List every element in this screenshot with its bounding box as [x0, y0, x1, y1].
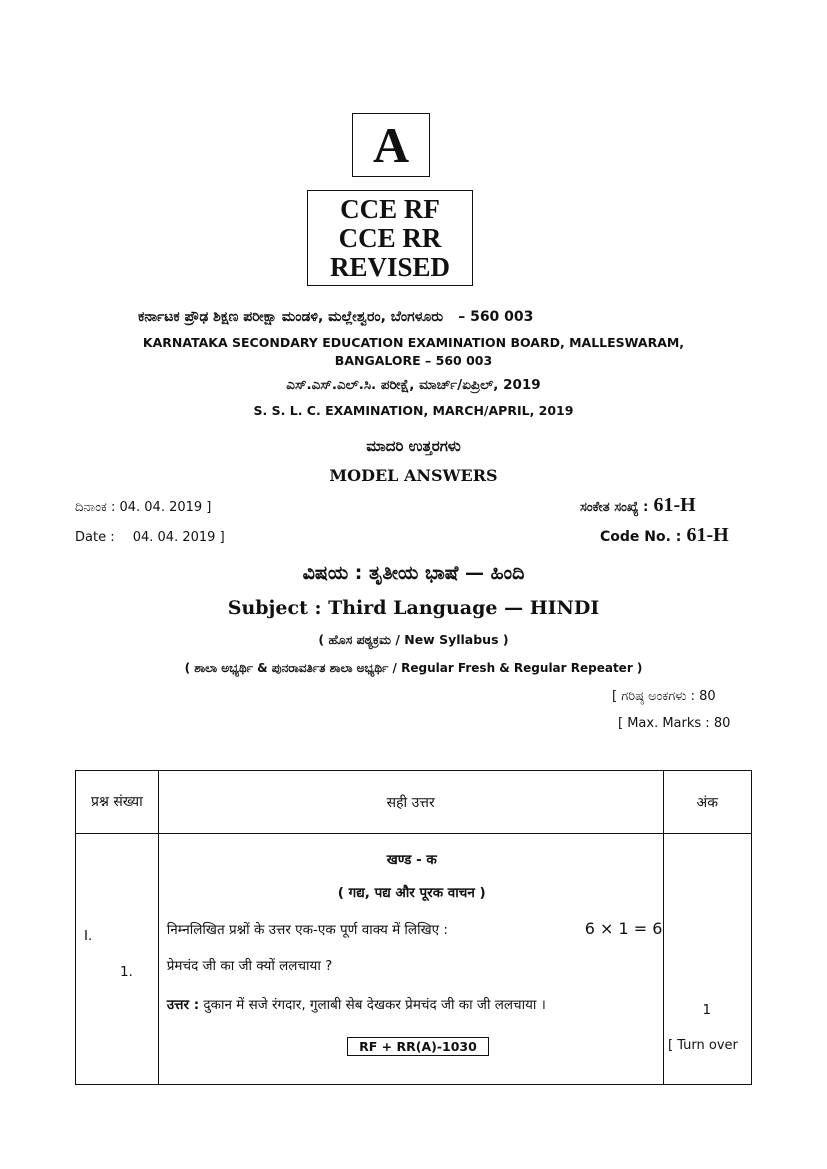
model-answers-kannada: ಮಾದರಿ ಉತ್ತರಗಳು — [366, 437, 461, 455]
model-answers-english: MODEL ANSWERS — [329, 466, 498, 485]
answer-1-text: दुकान में सजे रंगदार, गुलाबी सेब देखकर प्रेमचंद जी का जी ललचाया । — [203, 997, 546, 1013]
board-kannada: ಕರ್ನಾಟಕ ಪ್ರೌಢ ಶಿಕ್ಷಣ ಪರೀಕ್ಷಾ ಮಂಡಳಿ, ಮಲ್ಲೇಶ್ವರಂ, ಬೆಂಗಳೂರು — [138, 309, 444, 325]
syllabus-line: ( ಹೊಸ ಪಠ್ಯಕ್ರಮ / New Syllabus ) — [318, 632, 509, 647]
code-box-line-2: CCE RR — [338, 223, 442, 253]
candidates-line: ( ಶಾಲಾ ಅಭ್ಯರ್ಥಿ & ಪುನರಾವರ್ತಿತ ಶಾಲಾ ಅಭ್ಯರ್ಥಿ / Regular Fresh & Regular Repeater ) — [184, 661, 643, 675]
subject-label: Subject : — [227, 597, 322, 619]
answer-label: उत्तर : — [166, 997, 200, 1013]
board-kannada-pin: – 560 003 — [458, 309, 534, 325]
code-box-line-1: CCE RF — [340, 194, 440, 224]
answer-1-marks: 1 — [702, 1002, 712, 1018]
code-kannada — [580, 494, 696, 517]
board-english-line2: BANGALORE – 560 003 — [334, 353, 493, 368]
question-group-text: निम्नलिखित प्रश्नों के उत्तर एक-एक पूर्ण वाक्य में लिखिए : — [166, 922, 448, 938]
code-kannada-value: 61-H — [653, 494, 696, 516]
exam-english: S. S. L. C. EXAMINATION, MARCH/APRIL, 2019 — [253, 403, 574, 418]
date-value: 04. 04. 2019 ] — [132, 530, 225, 545]
section-subtitle: ( गद्य, पद्य और पूरक वाचन ) — [337, 885, 486, 901]
col-correct-answer: सही उत्तर — [158, 771, 663, 834]
code-label: Code No. : — [600, 529, 682, 545]
subject-english-row — [0, 597, 827, 619]
max-marks-english: [ Max. Marks : 80 — [618, 716, 731, 731]
col-question-number: प्रश्न संख्या — [76, 771, 159, 834]
code-value: 61-H — [686, 524, 729, 546]
question-group-marks: 6 × 1 = 6 — [584, 919, 663, 938]
question-1-text: प्रेमचंद जी का जी क्यों ललचाया ? — [166, 958, 333, 974]
version-letter-box: A — [352, 113, 430, 177]
max-marks-kannada: [ ಗರಿಷ್ಠ ಅಂಕಗಳು : 80 — [612, 689, 716, 704]
board-english-line1: KARNATAKA SECONDARY EDUCATION EXAMINATION BOARD, MALLESWARAM, — [142, 335, 685, 350]
board-kannada-line — [138, 306, 718, 325]
code-box-line-3: REVISED — [329, 252, 451, 282]
date-english-row — [75, 530, 225, 545]
table-header-row — [76, 771, 752, 834]
code-box — [307, 190, 473, 286]
question-number-cell — [76, 834, 159, 1085]
turn-over-label: [ Turn over — [668, 1038, 738, 1053]
exam-kannada: ಎಸ್.ಎಸ್.ಎಲ್.ಸಿ. ಪರೀಕ್ಷೆ, ಮಾರ್ಚ್/ಏಪ್ರಿಲ್, 2019 — [286, 377, 541, 393]
date-label: Date : — [75, 530, 115, 545]
subject-kannada: ವಿಷಯ : ತೃತೀಯ ಭಾಷೆ — ಹಿಂದಿ — [302, 562, 525, 584]
code-kannada-label: ಸಂಕೇತ ಸಂಖ್ಯೆ : — [580, 500, 649, 515]
col-marks: अंक — [663, 771, 751, 834]
answer-1 — [167, 995, 546, 1013]
question-1-number: 1. — [120, 964, 133, 980]
code-english — [600, 524, 729, 547]
question-group-number: I. — [84, 928, 93, 944]
section-title: खण्ड - क — [386, 852, 437, 868]
subject-value: Third Language — HINDI — [328, 597, 600, 619]
date-kannada: ದಿನಾಂಕ : 04. 04. 2019 ] — [75, 500, 212, 515]
paper-code-box: RF + RR(A)-1030 — [347, 1037, 489, 1056]
